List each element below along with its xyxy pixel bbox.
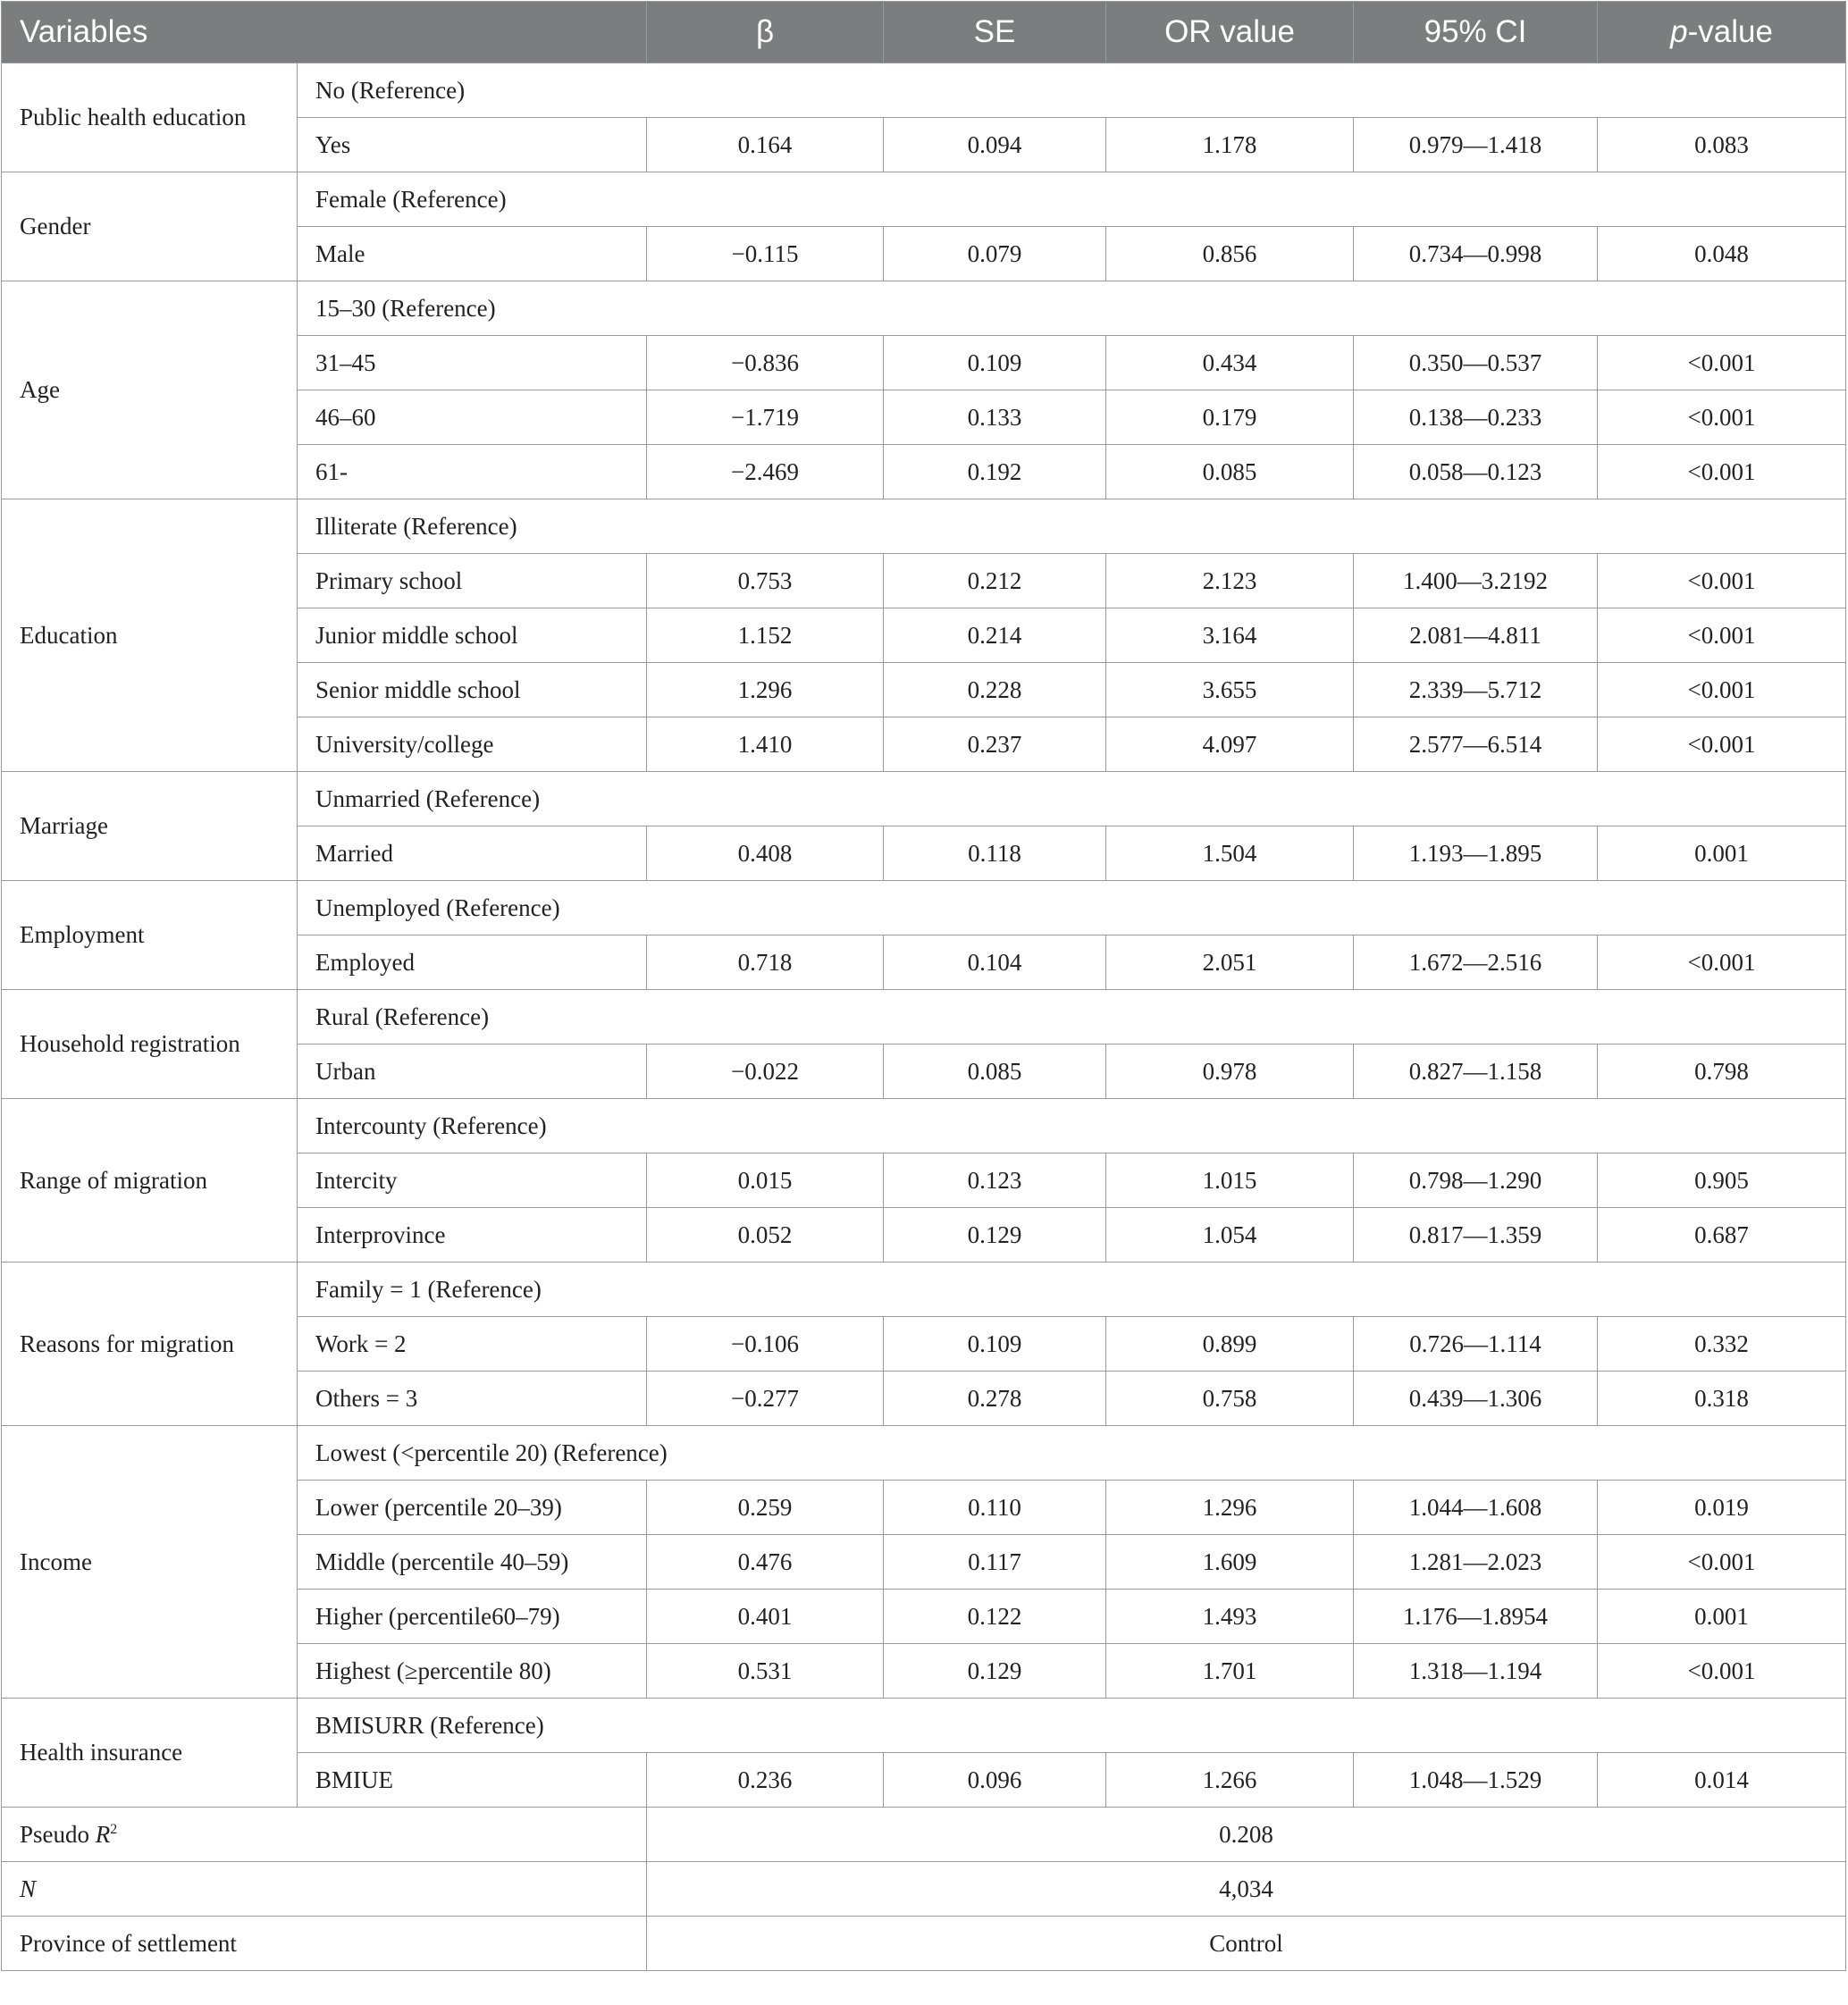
se-value: 0.118 (884, 826, 1106, 881)
level-label: Intercity (298, 1154, 647, 1208)
level-label: Junior middle school (298, 608, 647, 663)
p-value: 0.001 (1598, 1590, 1846, 1644)
ci-value: 1.318—1.194 (1354, 1644, 1598, 1699)
reference-row (2, 881, 1846, 935)
level-label: Senior middle school (298, 663, 647, 717)
pseudo-r2-row (2, 1808, 1846, 1862)
level-label: Higher (percentile60–79) (298, 1590, 647, 1644)
p-value: <0.001 (1598, 717, 1846, 772)
level-label: Others = 3 (298, 1372, 647, 1426)
variable-name: Household registration (2, 990, 298, 1099)
n-label: N (2, 1862, 647, 1917)
beta-value: 0.164 (647, 118, 884, 172)
reference-level: 15–30 (Reference) (298, 281, 1846, 336)
se-value: 0.228 (884, 663, 1106, 717)
se-value: 0.109 (884, 336, 1106, 390)
or-value: 4.097 (1106, 717, 1354, 772)
se-value: 0.133 (884, 390, 1106, 445)
level-label: Work = 2 (298, 1317, 647, 1372)
se-value: 0.123 (884, 1154, 1106, 1208)
se-value: 0.079 (884, 227, 1106, 281)
p-value: 0.332 (1598, 1317, 1846, 1372)
level-label: Middle (percentile 40–59) (298, 1535, 647, 1590)
beta-value: 1.410 (647, 717, 884, 772)
or-value: 1.054 (1106, 1208, 1354, 1263)
header-or-value: OR value (1106, 2, 1354, 63)
ci-value: 0.350—0.537 (1354, 336, 1598, 390)
reference-row (2, 1426, 1846, 1481)
variable-name: Marriage (2, 772, 298, 881)
header-95-ci: 95% CI (1354, 2, 1598, 63)
level-label: 46–60 (298, 390, 647, 445)
p-value: <0.001 (1598, 445, 1846, 499)
variable-name: Gender (2, 172, 298, 281)
ci-value: 1.176—1.8954 (1354, 1590, 1598, 1644)
n-value: 4,034 (647, 1862, 1846, 1917)
beta-value: 0.718 (647, 935, 884, 990)
p-value: <0.001 (1598, 1535, 1846, 1590)
or-value: 2.051 (1106, 935, 1354, 990)
beta-value: 0.753 (647, 554, 884, 608)
reference-level: BMISURR (Reference) (298, 1699, 1846, 1753)
level-label: Primary school (298, 554, 647, 608)
se-value: 0.214 (884, 608, 1106, 663)
se-value: 0.129 (884, 1644, 1106, 1699)
se-value: 0.129 (884, 1208, 1106, 1263)
reference-level: Female (Reference) (298, 172, 1846, 227)
beta-value: 0.401 (647, 1590, 884, 1644)
se-value: 0.110 (884, 1481, 1106, 1535)
header-variables: Variables (2, 2, 647, 63)
ci-value: 1.048—1.529 (1354, 1753, 1598, 1808)
header-beta: β (647, 2, 884, 63)
se-value: 0.237 (884, 717, 1106, 772)
or-value: 1.296 (1106, 1481, 1354, 1535)
p-value: <0.001 (1598, 663, 1846, 717)
header-p-italic: p (1670, 14, 1688, 49)
header-p-suffix: -value (1687, 14, 1773, 49)
or-value: 1.504 (1106, 826, 1354, 881)
variable-name: Income (2, 1426, 298, 1699)
reference-row (2, 990, 1846, 1044)
reference-row (2, 172, 1846, 227)
se-value: 0.094 (884, 118, 1106, 172)
level-label: Male (298, 227, 647, 281)
reference-level: Intercounty (Reference) (298, 1099, 1846, 1154)
variable-name: Health insurance (2, 1699, 298, 1808)
p-value: <0.001 (1598, 336, 1846, 390)
or-value: 0.758 (1106, 1372, 1354, 1426)
ci-value: 0.439—1.306 (1354, 1372, 1598, 1426)
p-value: 0.001 (1598, 826, 1846, 881)
ci-value: 0.138—0.233 (1354, 390, 1598, 445)
or-value: 3.164 (1106, 608, 1354, 663)
pseudo-r2-value: 0.208 (647, 1808, 1846, 1862)
province-label: Province of settlement (2, 1917, 647, 1971)
ci-value: 1.400—3.2192 (1354, 554, 1598, 608)
reference-level: Unemployed (Reference) (298, 881, 1846, 935)
or-value: 1.015 (1106, 1154, 1354, 1208)
ci-value: 0.817—1.359 (1354, 1208, 1598, 1263)
reference-row (2, 1699, 1846, 1753)
beta-value: −0.106 (647, 1317, 884, 1372)
province-row (2, 1917, 1846, 1971)
beta-value: 0.476 (647, 1535, 884, 1590)
se-value: 0.104 (884, 935, 1106, 990)
reference-row (2, 281, 1846, 336)
ci-value: 0.798—1.290 (1354, 1154, 1598, 1208)
beta-value: 1.296 (647, 663, 884, 717)
reference-level: Lowest (<percentile 20) (Reference) (298, 1426, 1846, 1481)
reference-level: Family = 1 (Reference) (298, 1263, 1846, 1317)
ci-value: 1.281—2.023 (1354, 1535, 1598, 1590)
pseudo-r2-text: Pseudo (20, 1820, 96, 1848)
ci-value: 0.979—1.418 (1354, 118, 1598, 172)
beta-value: 1.152 (647, 608, 884, 663)
province-value: Control (647, 1917, 1846, 1971)
reference-row (2, 1099, 1846, 1154)
ci-value: 2.577—6.514 (1354, 717, 1598, 772)
se-value: 0.278 (884, 1372, 1106, 1426)
reference-row (2, 772, 1846, 826)
p-value: 0.019 (1598, 1481, 1846, 1535)
or-value: 0.434 (1106, 336, 1354, 390)
ci-value: 1.044—1.608 (1354, 1481, 1598, 1535)
pseudo-r2-label (2, 1808, 647, 1862)
p-value: <0.001 (1598, 554, 1846, 608)
p-value: <0.001 (1598, 1644, 1846, 1699)
p-value: 0.083 (1598, 118, 1846, 172)
beta-value: −0.115 (647, 227, 884, 281)
reference-level: Illiterate (Reference) (298, 499, 1846, 554)
level-label: Interprovince (298, 1208, 647, 1263)
beta-value: 0.052 (647, 1208, 884, 1263)
ci-value: 1.193—1.895 (1354, 826, 1598, 881)
beta-value: −0.836 (647, 336, 884, 390)
level-label: 61- (298, 445, 647, 499)
level-label: Married (298, 826, 647, 881)
or-value: 0.899 (1106, 1317, 1354, 1372)
level-label: University/college (298, 717, 647, 772)
beta-value: −1.719 (647, 390, 884, 445)
level-label: BMIUE (298, 1753, 647, 1808)
p-value: 0.048 (1598, 227, 1846, 281)
variable-name: Employment (2, 881, 298, 990)
p-value: <0.001 (1598, 390, 1846, 445)
header-row (2, 2, 1846, 63)
header-se: SE (884, 2, 1106, 63)
p-value: 0.905 (1598, 1154, 1846, 1208)
or-value: 1.609 (1106, 1535, 1354, 1590)
or-value: 1.266 (1106, 1753, 1354, 1808)
level-label: Yes (298, 118, 647, 172)
ci-value: 0.058—0.123 (1354, 445, 1598, 499)
level-label: Highest (≥percentile 80) (298, 1644, 647, 1699)
beta-value: 0.408 (647, 826, 884, 881)
ci-value: 2.339—5.712 (1354, 663, 1598, 717)
header-p-value (1598, 2, 1846, 63)
beta-value: 0.531 (647, 1644, 884, 1699)
beta-value: −0.277 (647, 1372, 884, 1426)
regression-table (1, 1, 1846, 1971)
ci-value: 1.672—2.516 (1354, 935, 1598, 990)
p-value: 0.687 (1598, 1208, 1846, 1263)
n-row (2, 1862, 1846, 1917)
or-value: 2.123 (1106, 554, 1354, 608)
level-label: Employed (298, 935, 647, 990)
beta-value: −2.469 (647, 445, 884, 499)
or-value: 0.085 (1106, 445, 1354, 499)
p-value: <0.001 (1598, 608, 1846, 663)
or-value: 3.655 (1106, 663, 1354, 717)
beta-value: −0.022 (647, 1044, 884, 1099)
ci-value: 0.734—0.998 (1354, 227, 1598, 281)
reference-row (2, 1263, 1846, 1317)
reference-level: Rural (Reference) (298, 990, 1846, 1044)
p-value: 0.014 (1598, 1753, 1846, 1808)
beta-value: 0.236 (647, 1753, 884, 1808)
p-value: 0.318 (1598, 1372, 1846, 1426)
reference-level: No (Reference) (298, 63, 1846, 118)
or-value: 1.493 (1106, 1590, 1354, 1644)
pseudo-r2-r: R (95, 1820, 111, 1848)
beta-value: 0.259 (647, 1481, 884, 1535)
or-value: 1.701 (1106, 1644, 1354, 1699)
level-label: Lower (percentile 20–39) (298, 1481, 647, 1535)
reference-row (2, 63, 1846, 118)
variable-name: Public health education (2, 63, 298, 172)
table-body (2, 63, 1846, 1808)
ci-value: 2.081—4.811 (1354, 608, 1598, 663)
variable-name: Range of migration (2, 1099, 298, 1263)
beta-value: 0.015 (647, 1154, 884, 1208)
ci-value: 0.827—1.158 (1354, 1044, 1598, 1099)
variable-name: Age (2, 281, 298, 499)
ci-value: 0.726—1.114 (1354, 1317, 1598, 1372)
se-value: 0.109 (884, 1317, 1106, 1372)
reference-level: Unmarried (Reference) (298, 772, 1846, 826)
se-value: 0.085 (884, 1044, 1106, 1099)
p-value: 0.798 (1598, 1044, 1846, 1099)
or-value: 0.179 (1106, 390, 1354, 445)
se-value: 0.117 (884, 1535, 1106, 1590)
level-label: Urban (298, 1044, 647, 1099)
variable-name: Reasons for migration (2, 1263, 298, 1426)
p-value: <0.001 (1598, 935, 1846, 990)
se-value: 0.212 (884, 554, 1106, 608)
pseudo-r2-sup: 2 (110, 1821, 118, 1837)
or-value: 0.856 (1106, 227, 1354, 281)
or-value: 0.978 (1106, 1044, 1354, 1099)
se-value: 0.122 (884, 1590, 1106, 1644)
reference-row (2, 499, 1846, 554)
variable-name: Education (2, 499, 298, 772)
se-value: 0.192 (884, 445, 1106, 499)
or-value: 1.178 (1106, 118, 1354, 172)
se-value: 0.096 (884, 1753, 1106, 1808)
level-label: 31–45 (298, 336, 647, 390)
